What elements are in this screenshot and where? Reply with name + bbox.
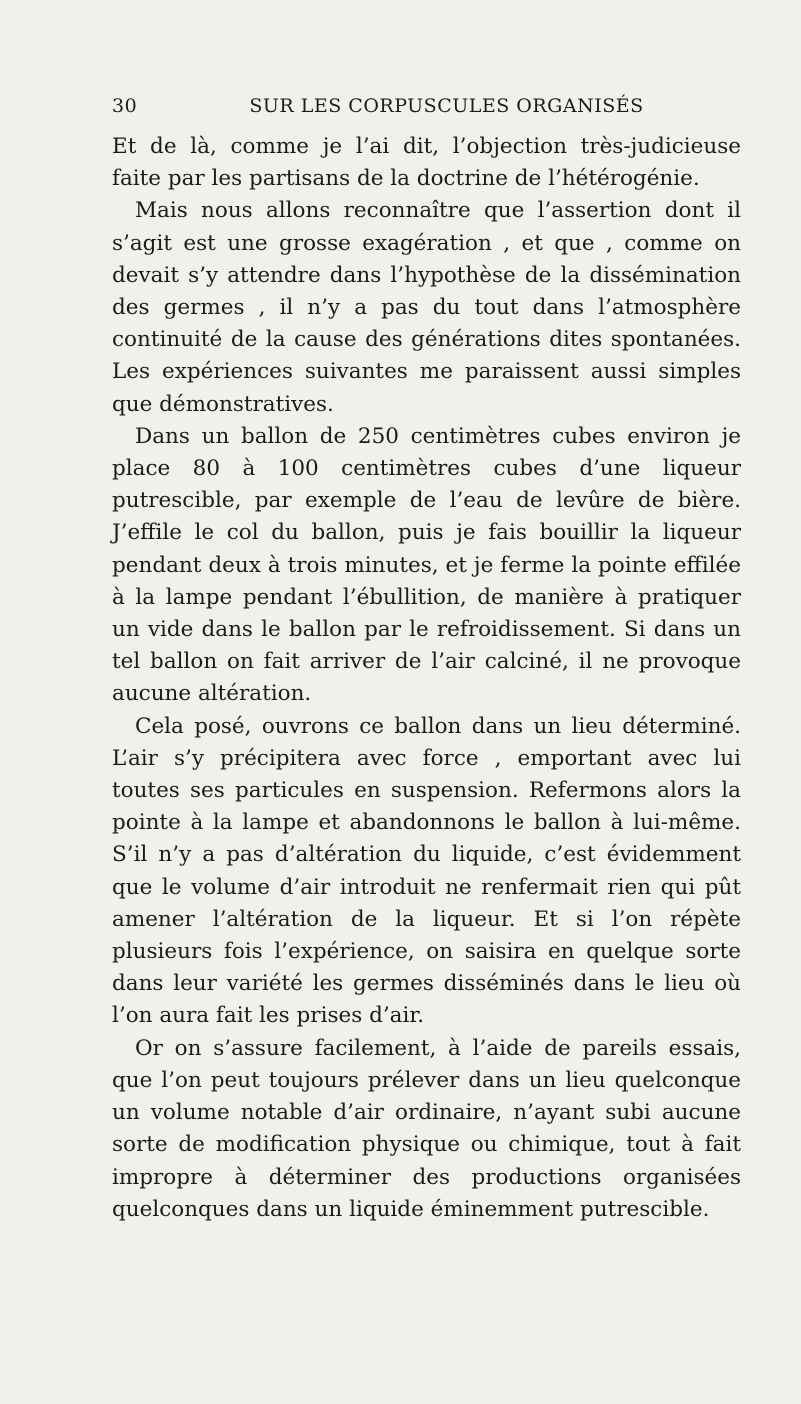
paragraph: Et de là, comme je l’ai dit, l’objection très-judicieuse faite par les partisans de la doctrine de l’hétérogénie. bbox=[112, 134, 741, 192]
paragraph: Mais nous allons reconnaître que l’assertion dont il s’agit est une grosse exagération , et que , comme on devait s’y attendre dans l’hypothèse de la dissémination des germes , il n’y a pas du tout dans l’atmosphère continuité de la cause des générations dites spontanées. Les expériences suivantes me paraissent aussi simples que démonstratives. bbox=[112, 198, 741, 417]
paragraph: Cela posé, ouvrons ce ballon dans un lieu déterminé. L’air s’y précipitera avec force , emportant avec lui toutes ses particules en suspension. Refermons alors la pointe à la lampe et abandonnons le ballon à lui-même. S’il n’y a pas d’altération du liquide, c’est évidemment que le volume d’air introduit ne renfermait rien qui pût amener l’altération de la liqueur. Et si l’on répète plusieurs fois l’expérience, on saisira en quelque sorte dans leur variété les germes disséminés dans le lieu où l’on aura fait les prises d’air. bbox=[112, 713, 741, 1029]
body-text bbox=[112, 131, 741, 1226]
paragraph: Or on s’assure facilement, à l’aide de pareils essais, que l’on peut toujours prélever dans un lieu quelconque un volume notable d’air ordinaire, n’ayant subi aucune sorte de modification physique ou chimique, tout à fait impropre à déterminer des productions organisées quelconques dans un liquide éminemment putrescible. bbox=[112, 1035, 741, 1222]
running-title: SUR LES CORPUSCULES ORGANISÉS bbox=[249, 95, 644, 117]
paragraph: Dans un ballon de 250 centimètres cubes environ je place 80 à 100 centimètres cubes d’une liqueur putrescible, par exemple de l’eau de levûre de bière. J’effile le col du ballon, puis je fais bouillir la liqueur pendant deux à trois minutes, et je ferme la pointe effilée à la lampe pendant l’ébullition, de manière à pratiquer un vide dans le ballon par le refroidissement. Si dans un tel ballon on fait arriver de l’air calciné, il ne provoque aucune altération. bbox=[112, 423, 741, 707]
page-number: 30 bbox=[112, 95, 138, 117]
page-header bbox=[112, 95, 741, 125]
